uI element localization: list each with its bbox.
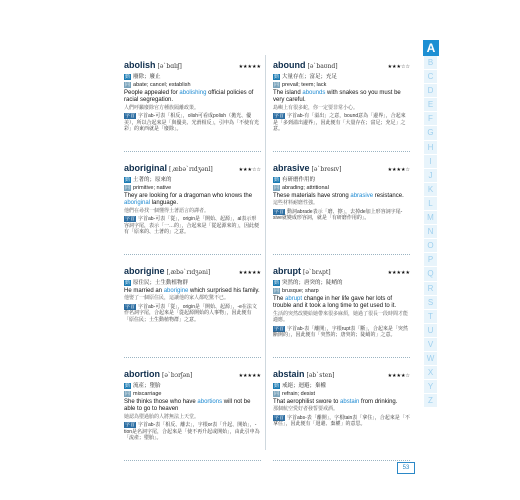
frequency-stars: ★★★★★ (238, 64, 261, 70)
example-text: He married an (124, 288, 164, 294)
pronunciation: [əˋbɔrʃən] (162, 372, 193, 379)
example-sentence (273, 296, 410, 311)
frequency-stars: ★★★★☆ (387, 167, 410, 173)
synonym-tag: 同 (125, 185, 131, 191)
example-text: The (273, 296, 286, 302)
headword[interactable]: abound (273, 60, 306, 70)
headword[interactable]: abolish (124, 60, 156, 70)
example-text: The island (273, 90, 303, 96)
pos-tag: 動 (274, 177, 280, 183)
etymology-tag: 字首 (274, 414, 285, 421)
pos-tag: 動 (125, 280, 131, 286)
column-divider (265, 55, 266, 450)
headword-group (273, 158, 341, 176)
etymology-tag: 字首 (274, 325, 285, 332)
synonyms-line (273, 82, 410, 89)
frequency-stars: ★★★★★ (238, 373, 261, 379)
example-translation: 這些材料耐磨性強。 (273, 200, 319, 207)
etymology-tag: 字首 (125, 422, 136, 429)
example-keyword: abstain (340, 399, 360, 405)
alphabet-tab-d[interactable]: D (424, 84, 437, 98)
alphabet-tab-v[interactable]: V (424, 338, 437, 352)
alphabet-tab-i[interactable]: I (424, 155, 437, 169)
frequency-stars: ★★★★★ (387, 270, 410, 276)
definition: 原住民；土生動植物群 (133, 280, 189, 286)
entry-aboriginal (124, 158, 261, 255)
example-text: These materials have strong (273, 193, 351, 199)
definition-line (124, 74, 261, 81)
definition: 突然的；唐突的；陡峭的 (282, 280, 343, 286)
example-text: will not be able to go to heaven (124, 399, 251, 413)
synonyms: miscarriage (133, 391, 162, 397)
etymology-tag: 字首 (125, 303, 136, 310)
etymology-text: 字首abs-表「離開」，字根tain表「拿住」，合起來是「不拿住」，因此便有「迴避、棄權」的意思。 (273, 414, 410, 428)
synonym-tag: 同 (274, 288, 280, 294)
synonym-tag: 同 (274, 391, 280, 397)
etymology-note (124, 113, 261, 132)
pronunciation: [əbˋsten] (306, 372, 335, 379)
example-text: People appealed for (124, 90, 180, 96)
definition: 廢除；廢止 (133, 74, 161, 80)
example-sentence (124, 90, 261, 105)
definition: 戒絕；迴避；棄權 (282, 383, 327, 389)
alphabet-tab-h[interactable]: H (424, 141, 437, 155)
headword-row (273, 55, 410, 73)
etymology-tag: 字首 (125, 216, 136, 223)
synonyms: primitive; native (133, 185, 172, 191)
headword[interactable]: aborigine (124, 266, 165, 276)
alphabet-tab-o[interactable]: O (424, 239, 437, 253)
alphabet-tab-k[interactable]: K (424, 183, 437, 197)
headword-group (124, 364, 192, 382)
synonyms: abate; cancel; establish (133, 82, 191, 88)
alphabet-tab-b[interactable]: B (424, 56, 437, 70)
example-keyword: abrasive (350, 193, 374, 199)
headword[interactable]: abstain (273, 369, 305, 379)
pronunciation: [əˋbɑlɪʃ] (157, 63, 182, 70)
alphabet-tab-x[interactable]: X (424, 366, 437, 380)
example-text: resistance. (373, 193, 404, 199)
entry-abound (273, 55, 410, 152)
etymology-text: 字首ab-可表「從」，origin是「開始、起源」，al表示形容詞字尾，表示「一…的」，合起來是「從起源來的」，因此便有「原來的、土著的」之意。 (124, 216, 260, 236)
example-keyword: abolishing (179, 90, 207, 96)
definition-line (273, 383, 410, 390)
etymology-text: 字首ab-可表「相反」，olish可看成polish（拋光、優美），所以合起來是「與優美、光滑相反」，引申為「不使有光彩」的東西就是「廢除」。 (124, 113, 260, 133)
synonyms-line (124, 391, 261, 398)
alphabet-tab-active[interactable]: A (423, 40, 439, 56)
alphabet-tab-r[interactable]: R (424, 282, 437, 296)
definition-line (124, 383, 261, 390)
pos-tag: 動 (274, 280, 280, 286)
pos-tag: 動 (125, 177, 131, 183)
pronunciation: [ˌæbəˋrɪdʒəni] (166, 269, 211, 276)
headword-row (124, 364, 261, 382)
definition-line (124, 177, 261, 184)
example-translation: 她認為墮過胎的人將無法上天堂。 (124, 413, 200, 420)
alphabet-tab-s[interactable]: S (424, 296, 437, 310)
etymology-note (124, 422, 261, 441)
definition-line (273, 280, 410, 287)
pronunciation: [əˋbaʊnd] (307, 63, 338, 70)
entry-abolish (124, 55, 261, 152)
pos-tag: 動 (125, 383, 131, 389)
synonym-tag: 同 (274, 82, 280, 88)
alphabet-tab-q[interactable]: Q (424, 267, 437, 281)
example-keyword: abrupt (285, 296, 303, 302)
frequency-stars: ★★★☆☆ (387, 64, 410, 70)
example-sentence (124, 193, 261, 208)
entry-abstain (273, 364, 410, 461)
alphabet-tab-y[interactable]: Y (424, 380, 437, 394)
alphabet-tab-z[interactable]: Z (424, 394, 437, 408)
example-keyword: abortions (197, 399, 223, 405)
etymology-text: 字首ab-有「溢出」之意，bound意為「邊界」，合起來是「多到溢出邊界」，因此便有「大量存在；富足；充足」之意。 (273, 113, 406, 133)
example-text: official policies of racial segregation. (124, 90, 254, 104)
alphabet-index (424, 40, 438, 408)
definition-line (273, 177, 410, 184)
pos-tag: 動 (274, 74, 280, 80)
synonyms: abrading; attritional (282, 185, 329, 191)
definition: 流產；墮胎 (133, 383, 161, 389)
synonym-tag: 同 (125, 391, 131, 397)
pronunciation: [əˋbrʌpt] (303, 269, 331, 276)
etymology-tag: 字首 (274, 208, 285, 215)
entry-abrupt (273, 261, 410, 358)
etymology-tag: 字首 (125, 113, 136, 120)
etymology-note (273, 415, 410, 428)
etymology-text: 字首ab-可表「從」，origin是「開始、起源」，-e在法文作名詞字尾，合起來是「從起源開始的人事物」，因此便有「原住民；土生動植物群」之意。 (124, 303, 257, 323)
synonyms-line (273, 288, 410, 295)
headword-group (124, 55, 182, 73)
example-keyword: aboriginal (124, 200, 151, 207)
headword-row (273, 364, 410, 382)
synonyms: refrain; desist (282, 391, 316, 397)
pronunciation: [ˌæbəˋrɪdʒənl] (169, 166, 213, 173)
page-number: 53 (397, 462, 415, 474)
headword-row (273, 261, 410, 279)
definition-line (124, 280, 261, 287)
alphabet-tab-l[interactable]: L (424, 197, 437, 211)
synonym-tag: 同 (125, 82, 131, 88)
synonyms-line (124, 82, 261, 89)
synonyms-line (273, 185, 410, 192)
headword-row (273, 158, 410, 176)
headword-row (124, 261, 261, 279)
entry-abrasive (273, 158, 410, 255)
left-column (124, 55, 261, 467)
headword-group (124, 158, 213, 176)
alphabet-tab-u[interactable]: U (424, 324, 437, 338)
synonym-tag: 同 (274, 185, 280, 191)
etymology-note (124, 216, 261, 235)
synonyms: prevail; teem; lack (282, 82, 327, 88)
alphabet-tab-j[interactable]: J (424, 169, 437, 183)
etymology-note (273, 113, 410, 132)
synonyms: brusque; sharp (282, 288, 319, 294)
example-translation: 他娶了一個原住民，這讓他的家人都吃驚不已。 (124, 295, 230, 302)
example-text: from drinking. (359, 399, 398, 405)
example-translation: 生活的突然改變給她帶來很多麻煩，她過了很長一段時間才能適應。 (273, 310, 409, 324)
etymology-tag: 字首 (274, 113, 285, 120)
pronunciation: [əˋbresɪv] (311, 166, 342, 173)
etymology-text: 動詞abrade表示「磨、擦」，去掉de加上形容詞字尾-sive就變成形容詞，就是「有研磨作用的」。 (273, 208, 403, 222)
headword[interactable]: abrupt (273, 266, 301, 276)
headword-group (124, 261, 210, 279)
example-translation: 他們在尋找一個懂得土著語言的譯者。 (124, 207, 210, 214)
alphabet-tab-e[interactable]: E (424, 98, 437, 112)
example-translation: 那個航空愛好者發誓要戒酒。 (273, 406, 339, 413)
definition: 土著的；原來的 (133, 177, 172, 183)
example-translation: 島嶼上有很多蛇，你一定要非常小心。 (273, 104, 359, 111)
example-text: change in her life gave her lots of trouble and it took a long time to get used to it. (273, 296, 397, 310)
example-sentence (124, 399, 261, 414)
etymology-note (124, 304, 261, 323)
alphabet-tab-m[interactable]: M (424, 211, 437, 225)
right-column (273, 55, 410, 467)
alphabet-tab-c[interactable]: C (424, 70, 437, 84)
definition-line (273, 74, 410, 81)
etymology-text: 字首ab-表「離開」，字根rupt表「斷」，合起來是「突然斷開的」，因此便有「突然的；唐突的；陡峭的」之意。 (273, 325, 408, 339)
example-text: She thinks those who have (124, 399, 198, 405)
example-text: language. (150, 200, 179, 207)
example-text: which surprised his family. (188, 288, 260, 294)
synonyms-line (124, 185, 261, 192)
headword[interactable]: abrasive (273, 163, 310, 173)
alphabet-tab-w[interactable]: W (424, 352, 437, 366)
frequency-stars: ★★★★★ (238, 270, 261, 276)
pos-tag: 動 (125, 74, 131, 80)
synonyms-line (273, 391, 410, 398)
alphabet-tab-n[interactable]: N (424, 225, 437, 239)
definition: 有研磨作用的 (282, 177, 316, 183)
example-text: They are looking for a dragoman who knows the (124, 193, 253, 199)
frequency-stars: ★★★☆☆ (238, 167, 261, 173)
definition: 大量存在；富足；充足 (282, 74, 338, 80)
etymology-note (273, 209, 410, 222)
alphabet-tab-p[interactable]: P (424, 253, 437, 267)
alphabet-tab-f[interactable]: F (424, 112, 437, 126)
entry-aborigine (124, 261, 261, 358)
example-text: That aerophilist swore to (273, 399, 341, 405)
headword[interactable]: abortion (124, 369, 160, 379)
headword-row (124, 55, 261, 73)
entry-abortion (124, 364, 261, 461)
headword-row (124, 158, 261, 176)
frequency-stars: ★★★★☆ (387, 373, 410, 379)
etymology-text: 字首ab-表「相反、離去」，字根or表「升起、開始」，-tion是名詞字尾，合起來是「使不再升起或開始」，由此引申為「流產；墮胎」。 (124, 422, 260, 442)
example-sentence (273, 90, 410, 105)
alphabet-tab-t[interactable]: T (424, 310, 437, 324)
headword-group (273, 55, 338, 73)
example-keyword: abounds (302, 90, 326, 96)
headword-group (273, 261, 331, 279)
etymology-note (273, 326, 410, 339)
example-keyword: aborigine (163, 288, 189, 294)
pos-tag: 動 (274, 383, 280, 389)
headword-group (273, 364, 335, 382)
headword[interactable]: aboriginal (124, 163, 168, 173)
alphabet-tab-g[interactable]: G (424, 126, 437, 140)
example-text: with snakes so you must be very careful. (273, 90, 401, 104)
example-translation: 人們呼籲廢除官方種族隔離政策。 (124, 104, 200, 111)
